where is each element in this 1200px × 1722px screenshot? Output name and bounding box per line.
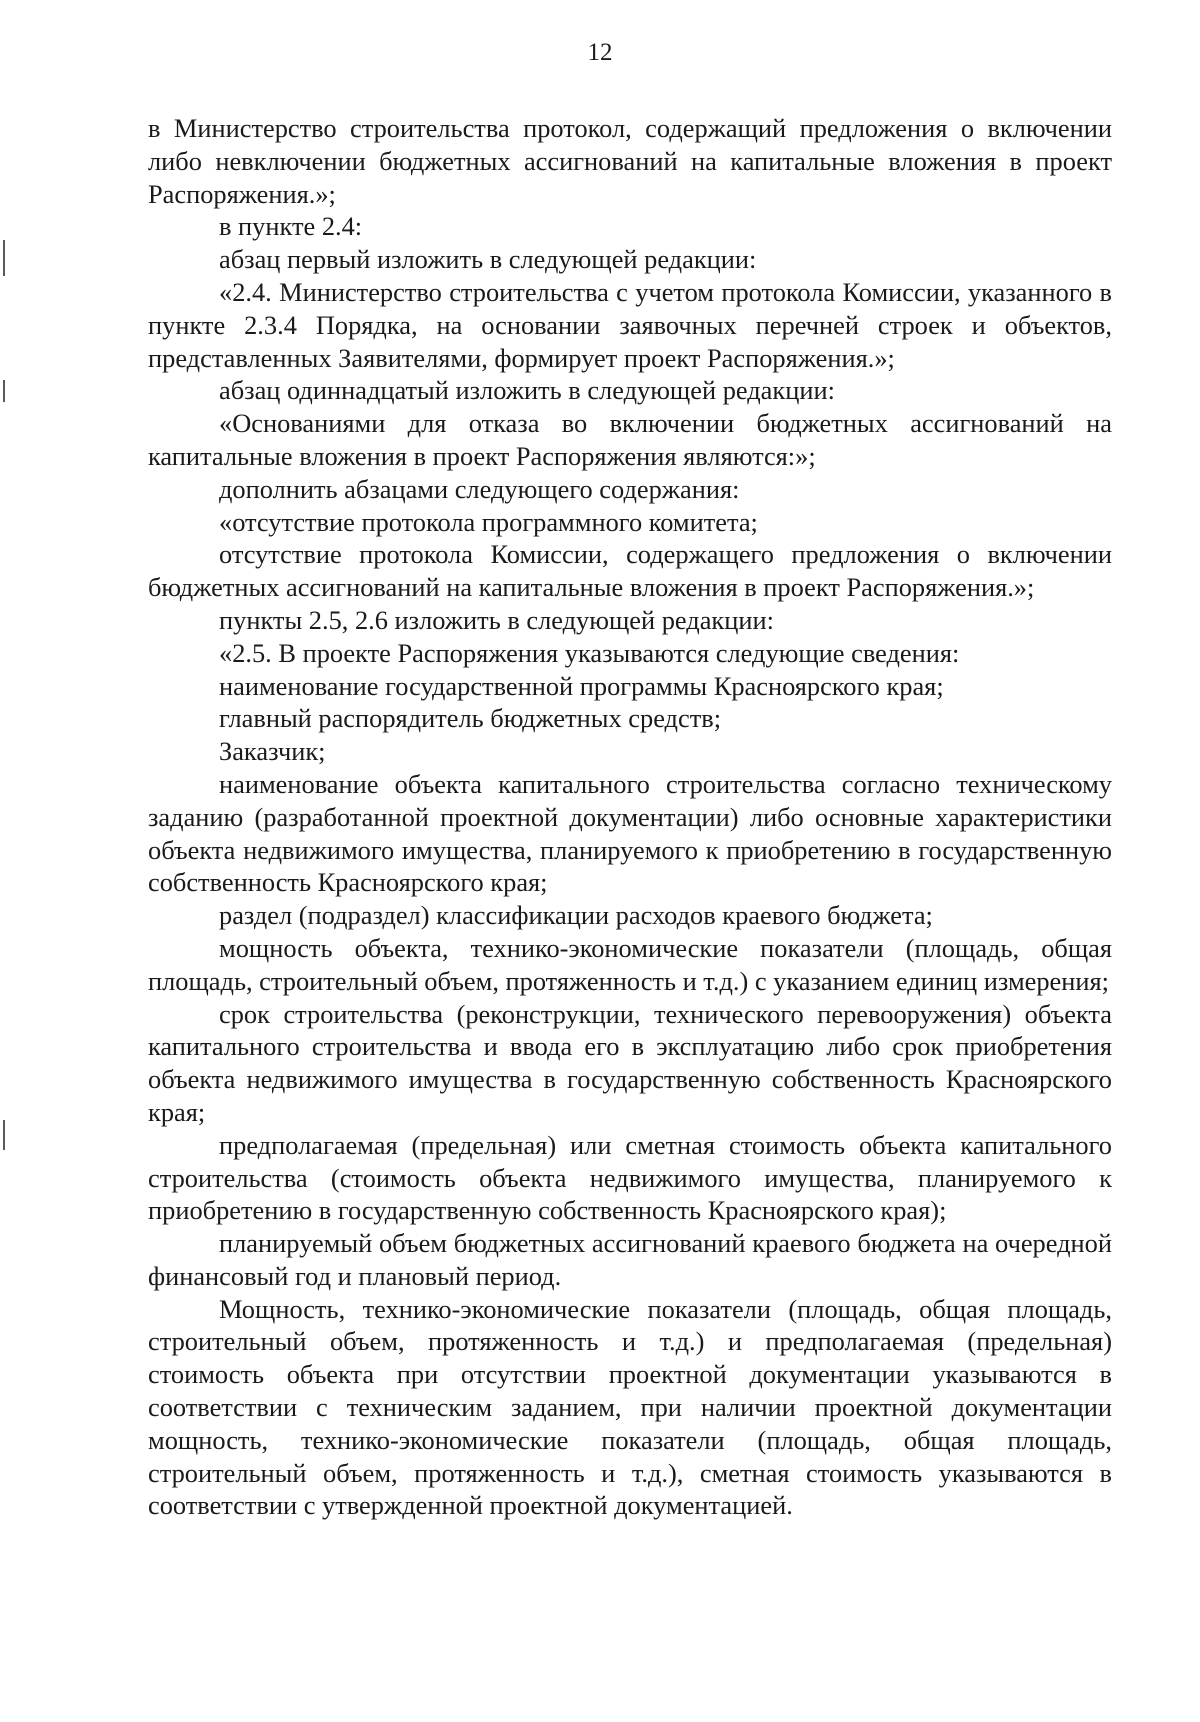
page-number: 12 xyxy=(587,39,613,66)
scan-edge-mark xyxy=(3,240,5,276)
document-body xyxy=(148,112,1112,1522)
paragraph: Мощность, технико-экономические показатели (площадь, общая площадь, строительный объем, протяженность и т.д.) и предполагаемая (предельная) стоимость объекта при отсутствии проектной документации указываются в соответствии с техническим заданием, при наличии проектной документации мощность, технико-экономические показатели (площадь, общая площадь, строительный объем, протяженность и т.д.), сметная стоимость указываются в соответствии с утвержденной проектной документацией. xyxy=(148,1293,1112,1521)
paragraph: дополнить абзацами следующего содержания: xyxy=(219,473,740,504)
list-item: главный распорядитель бюджетных средств; xyxy=(219,703,722,734)
paragraph: абзац первый изложить в следующей редакции: xyxy=(219,244,757,275)
list-item: раздел (подраздел) классификации расходов краевого бюджета; xyxy=(219,900,933,931)
list-item: срок строительства (реконструкции, технического перевооружения) объекта капитального строительства и ввода его в эксплуатацию либо срок приобретения объекта недвижимого имущества в государственную собственность Красноярского края; xyxy=(148,998,1112,1127)
paragraph: пункты 2.5, 2.6 изложить в следующей редакции: xyxy=(219,604,774,635)
list-item: наименование государственной программы Красноярского края; xyxy=(219,670,944,701)
scan-edge-mark xyxy=(3,380,5,402)
paragraph: в пункте 2.4: xyxy=(219,211,363,242)
paragraph: «2.5. В проекте Распоряжения указываются следующие сведения: xyxy=(219,637,960,668)
list-item: предполагаемая (предельная) или сметная стоимость объекта капитального строительства (стоимость объекта недвижимого имущества, планируемого к приобретению в государственную собственность Красноярского края); xyxy=(148,1129,1112,1226)
paragraph: отсутствие протокола Комиссии, содержащего предложения о включении бюджетных ассигнований на капитальные вложения в проект Распоряжения.»; xyxy=(148,539,1112,603)
scan-edge-mark xyxy=(3,1120,5,1150)
list-item: наименование объекта капитального строительства согласно техническому заданию (разработанной проектной документации) либо основные характеристики объекта недвижимого имущества, планируемого к приобретению в государственную собственность Красноярского края; xyxy=(148,768,1112,898)
list-item: мощность объекта, технико-экономические показатели (площадь, общая площадь, строительный объем, протяженность и т.д.) с указанием единиц измерения; xyxy=(148,932,1112,996)
list-item: планируемый объем бюджетных ассигнований краевого бюджета на очередной финансовый год и плановый период. xyxy=(148,1228,1112,1291)
paragraph: «Основаниями для отказа во включении бюджетных ассигнований на капитальные вложения в проект Распоряжения являются:»; xyxy=(148,408,1112,471)
paragraph: «отсутствие протокола программного комитета; xyxy=(219,506,758,537)
list-item: Заказчик; xyxy=(219,736,326,767)
paragraph: «2.4. Министерство строительства с учетом протокола Комиссии, указанного в пункте 2.3.4 Порядка, на основании заявочных перечней строек и объектов, представленных Заявителями, формирует проект Распоряжения.»; xyxy=(148,276,1112,373)
paragraph: абзац одиннадцатый изложить в следующей редакции: xyxy=(219,375,835,406)
paragraph-continuation: в Министерство строительства протокол, содержащий предложения о включении либо невключении бюджетных ассигнований на капитальные вложения в проект Распоряжения.»; xyxy=(148,113,1112,209)
